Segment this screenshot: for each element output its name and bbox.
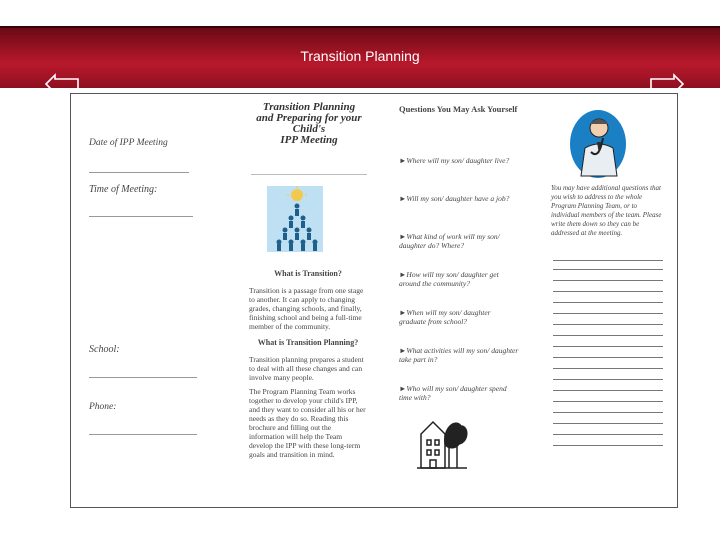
notes-line bbox=[553, 357, 663, 358]
notes-line bbox=[553, 260, 663, 261]
notes-line bbox=[553, 324, 663, 325]
phone-line bbox=[89, 434, 197, 435]
notes-line bbox=[553, 423, 663, 424]
date-line bbox=[89, 172, 189, 173]
title-line: Transition Planning bbox=[262, 101, 356, 113]
notes-line bbox=[553, 401, 663, 402]
question-item: ►Will my son/ daughter have a job? bbox=[399, 194, 510, 203]
notes-line bbox=[553, 390, 663, 391]
question-item: ►How will my son/ daughter get around the community? bbox=[399, 270, 499, 288]
phone-label: Phone: bbox=[89, 402, 117, 412]
date-label: Date of IPP Meeting bbox=[89, 138, 168, 148]
human-pyramid-icon bbox=[267, 186, 323, 252]
time-line bbox=[89, 216, 193, 217]
notes-line bbox=[553, 302, 663, 303]
section-transition bbox=[249, 269, 367, 459]
question-item: ►What kind of work will my son/ daughter do? Where? bbox=[399, 232, 500, 250]
school-label: School: bbox=[89, 344, 120, 355]
question-item: ►When will my son/ daughter graduate from school? bbox=[399, 308, 491, 326]
question-item: ►Where will my son/ daughter live? bbox=[399, 156, 510, 165]
notes-line bbox=[553, 412, 663, 413]
notes-line bbox=[553, 346, 663, 347]
title-bar bbox=[0, 26, 720, 88]
section-paragraph: Transition planning prepares a student to deal with all these changes and can involve many people. bbox=[249, 355, 364, 382]
notes-line bbox=[553, 445, 663, 446]
notes-line bbox=[553, 379, 663, 380]
notes-line bbox=[553, 269, 663, 270]
notes-line bbox=[553, 313, 663, 314]
question-item: ►Who will my son/ daughter spend time with? bbox=[399, 384, 507, 402]
section-heading: What is Transition? bbox=[274, 269, 342, 278]
time-label: Time of Meeting: bbox=[89, 184, 158, 195]
section-heading: What is Transition Planning? bbox=[257, 338, 359, 347]
question-item: ►What activities will my son/ daughter take part in? bbox=[399, 346, 519, 364]
notes-line bbox=[553, 280, 663, 281]
title-line: IPP Meeting bbox=[280, 134, 338, 146]
section-paragraph: The Program Planning Team works together to develop your child's IPP, and they want to consider all his or her needs as they do so. Reading this brochure and filling out the information will help the Team develop the IPP with these long-term goals and transition in mind. bbox=[249, 387, 366, 459]
house-tree-icon bbox=[415, 414, 469, 470]
title-line: Child's bbox=[292, 123, 326, 135]
notes-line bbox=[553, 368, 663, 369]
title-divider bbox=[251, 174, 367, 175]
notes-instructions: You may have additional questions that you wish to address to the whole Program Planning Team, or to individual members of the team. Please write them down so they can be addressed at the meeting. bbox=[551, 184, 662, 237]
school-line bbox=[89, 377, 197, 378]
brochure-image bbox=[70, 93, 678, 508]
title-line: and Preparing for your bbox=[256, 112, 362, 124]
thinking-person-icon bbox=[569, 108, 627, 178]
notes-line bbox=[553, 335, 663, 336]
notes-line bbox=[553, 291, 663, 292]
questions-heading: Questions You May Ask Yourself bbox=[399, 104, 518, 114]
section-paragraph: Transition is a passage from one stage to another. It can apply to changing grades, changing schools, and finally, finishing school and being a full-time member of the community. bbox=[249, 286, 364, 331]
page-title: Transition Planning bbox=[300, 48, 420, 64]
notes-line bbox=[553, 434, 663, 435]
brochure-title bbox=[249, 102, 369, 146]
